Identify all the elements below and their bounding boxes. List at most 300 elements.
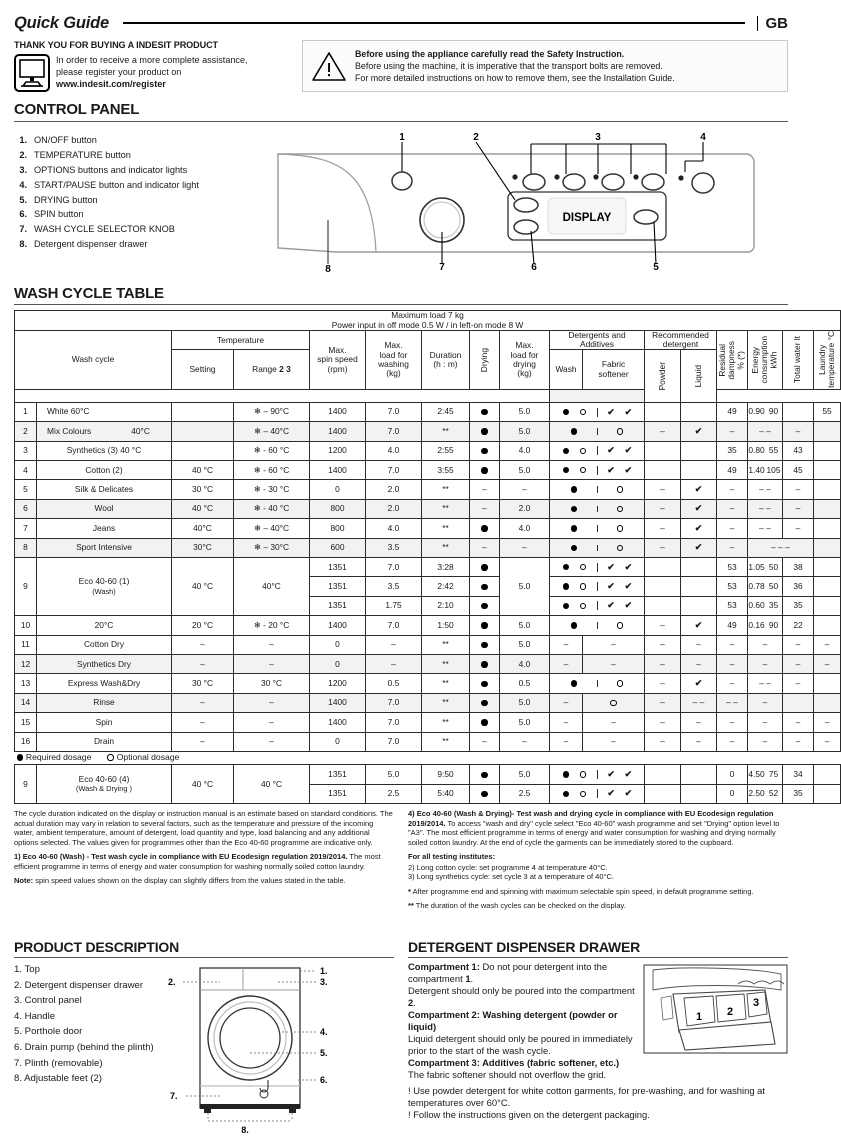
svg-text:5.: 5. xyxy=(319,1048,328,1059)
row-load-wash: 3.5 xyxy=(366,538,422,557)
row-laundry-temp xyxy=(814,480,841,499)
row-water: – xyxy=(783,713,814,732)
item-label: OPTIONS buttons and indicator lights xyxy=(34,164,188,175)
item-number: 8. xyxy=(19,239,27,250)
row-setting: 40 °C xyxy=(172,558,234,616)
register-url[interactable]: www.indesit.com/register xyxy=(56,79,166,90)
row-duration: ** xyxy=(422,480,470,499)
safety-bold-line: Before using the appliance carefully read the Safety Instruction. xyxy=(355,49,625,60)
row-setting xyxy=(172,441,234,460)
svg-text:7: 7 xyxy=(439,261,445,273)
table-row xyxy=(15,693,841,712)
product-description-heading: PRODUCT DESCRIPTION xyxy=(14,938,179,955)
row-range: – xyxy=(234,693,310,712)
row-fabric-softener xyxy=(583,693,645,712)
row-load-dry: 5.0 xyxy=(500,635,550,654)
row-laundry-temp: 55 xyxy=(814,402,841,421)
item-number: 4. xyxy=(19,179,27,190)
control-panel-item-6 xyxy=(14,207,276,222)
control-panel-item-3 xyxy=(14,163,276,178)
row-number: 13 xyxy=(15,674,37,693)
row-residual: – xyxy=(717,499,748,518)
row-liquid: – xyxy=(681,654,717,673)
row-range: 40°C xyxy=(234,558,310,616)
row-load-wash: 7.0 xyxy=(366,713,422,732)
row-energy: – xyxy=(748,654,783,673)
footnote-note: Note: spin speed values shown on the display can slightly differs from the values stated in the table. xyxy=(14,876,346,886)
item-label: WASH CYCLE SELECTOR KNOB xyxy=(34,224,175,235)
row-range: ❄ – 30°C xyxy=(234,538,310,557)
row-powder: – xyxy=(645,538,681,557)
row-spin: 0 xyxy=(310,654,366,673)
row-laundry-temp xyxy=(814,519,841,538)
row-laundry-temp xyxy=(814,461,841,480)
item-number: 1. xyxy=(19,134,27,145)
wash-cycle-table-wrap xyxy=(14,310,837,804)
row-duration: ** xyxy=(422,693,470,712)
row-spin: 800 xyxy=(310,499,366,518)
row-setting: 30 °C xyxy=(172,480,234,499)
row-energy: – – – xyxy=(748,538,814,557)
row-cycle: Cotton Dry xyxy=(37,635,172,654)
row-detergents: ✔ ✔ xyxy=(550,596,645,615)
row-duration: 2:45 xyxy=(422,402,470,421)
row-detergents xyxy=(550,538,645,557)
product-item-1: 1. Top xyxy=(14,964,40,976)
row-range: ❄ - 60 °C xyxy=(234,461,310,480)
row-number: 3 xyxy=(15,441,37,460)
row-load-dry: 4.0 xyxy=(500,654,550,673)
row-load-dry: – xyxy=(500,480,550,499)
th-recommended-detergent: Recommended detergent xyxy=(645,330,717,349)
row-load-dry: 5.0 xyxy=(500,461,550,480)
row-setting: 30 °C xyxy=(172,674,234,693)
row-load-dry: 5.0 xyxy=(500,422,550,441)
table-row xyxy=(15,422,841,441)
control-panel-list xyxy=(14,128,276,276)
th-drying: Drying xyxy=(470,330,500,389)
row-number: 12 xyxy=(15,654,37,673)
row-residual: – xyxy=(717,654,748,673)
svg-text:1: 1 xyxy=(696,1011,703,1024)
control-panel-item-7 xyxy=(14,222,276,237)
row-laundry-temp xyxy=(814,422,841,441)
row-drying: – xyxy=(470,732,500,751)
row-cycle: Spin xyxy=(37,713,172,732)
footnote-asterisk: * After programme end and spinning with maximum selectable spin speed, in default programme setting. xyxy=(408,886,754,896)
row-detergents: ✔ ✔ xyxy=(550,784,645,803)
row-water: 34 xyxy=(783,765,814,784)
item-number: 2. xyxy=(19,149,27,160)
product-item-2: 2. Detergent dispenser drawer xyxy=(14,979,144,991)
row-water: 22 xyxy=(783,616,814,635)
row-energy: 0.16 90 xyxy=(748,616,783,635)
row-number: 15 xyxy=(15,713,37,732)
row-fabric-softener: – xyxy=(583,713,645,732)
row-drying xyxy=(470,654,500,673)
row-drying xyxy=(470,519,500,538)
row-spin: 1200 xyxy=(310,674,366,693)
th-wash: Wash xyxy=(550,350,583,390)
item-label: SPIN button xyxy=(34,209,84,220)
control-panel-item-1 xyxy=(14,133,276,148)
row-residual: 49 xyxy=(717,616,748,635)
item-number: 3. xyxy=(19,164,27,175)
product-item-6: 6. Drain pump (behind the plinth) xyxy=(14,1041,154,1053)
row-cycle: Jeans xyxy=(37,519,172,538)
control-panel-heading: CONTROL PANEL xyxy=(14,101,140,119)
product-description-list xyxy=(14,962,154,1141)
row-laundry-temp xyxy=(814,784,841,803)
row-powder xyxy=(645,577,681,596)
row-powder: – xyxy=(645,732,681,751)
table-row xyxy=(15,732,841,751)
washing-machine-diagram xyxy=(154,958,394,1141)
row-water: 36 xyxy=(783,577,814,596)
th-range: Range 2 3 xyxy=(234,350,310,390)
th-total-water: Total water lt xyxy=(783,330,814,389)
footnote-long-cotton: 2) Long cotton cycle: set programme 4 at temperature 40°C. xyxy=(408,862,608,872)
row-residual: 0 xyxy=(717,765,748,784)
product-item-3: 3. Control panel xyxy=(14,995,82,1007)
product-description-block xyxy=(14,930,394,1141)
footnotes-right xyxy=(408,809,788,916)
svg-text:1: 1 xyxy=(399,131,405,143)
row-residual: – xyxy=(717,519,748,538)
table-row-eco-dry-1 xyxy=(15,765,841,784)
row-energy: 1.05 50 xyxy=(748,558,783,577)
table-row xyxy=(15,519,841,538)
row-energy: 0.90 90 xyxy=(748,402,783,421)
row-duration: 5:40 xyxy=(422,784,470,803)
row-liquid xyxy=(681,577,717,596)
row-spin: 1351 xyxy=(310,765,366,784)
svg-text:2: 2 xyxy=(473,131,479,143)
row-powder xyxy=(645,784,681,803)
row-detergents xyxy=(550,674,645,693)
thank-you-line-1: In order to receive a more complete assistance, xyxy=(56,55,248,66)
page-title: Quick Guide xyxy=(14,14,109,32)
row-drying xyxy=(470,693,500,712)
row-liquid xyxy=(681,441,717,460)
snowflake-icon: ❄ xyxy=(253,425,261,436)
row-water: – xyxy=(783,422,814,441)
wash-table-heading: WASH CYCLE TABLE xyxy=(14,284,164,302)
svg-text:2: 2 xyxy=(727,1006,734,1019)
row-load-wash: 2.0 xyxy=(366,499,422,518)
row-detergents xyxy=(550,422,645,441)
row-range: ❄ - 60 °C xyxy=(234,441,310,460)
footnote-testing-institutes-title: For all testing institutes: xyxy=(408,852,496,862)
row-load-dry: 4.0 xyxy=(500,519,550,538)
row-setting xyxy=(172,422,234,441)
row-duration: 2:55 xyxy=(422,441,470,460)
row-load-wash: 5.0 xyxy=(366,765,422,784)
row-range: ❄ – 40°C xyxy=(234,422,310,441)
row-powder xyxy=(645,558,681,577)
row-powder xyxy=(645,402,681,421)
svg-text:4.: 4. xyxy=(319,1027,328,1038)
row-residual: 0 xyxy=(717,784,748,803)
th-powder: Powder xyxy=(645,350,681,403)
bottom-section xyxy=(14,930,788,1141)
row-wash: – xyxy=(550,713,583,732)
row-range: 40 °C xyxy=(234,765,310,804)
row-load-dry: – xyxy=(500,538,550,557)
svg-text:3: 3 xyxy=(595,131,601,143)
snowflake-icon: ❄ xyxy=(253,522,261,533)
row-drying xyxy=(470,461,500,480)
row-load-dry: 5.0 xyxy=(500,402,550,421)
page-header xyxy=(14,12,788,33)
row-spin: 800 xyxy=(310,519,366,538)
row-cycle: Eco 40-60 (1) (Wash) xyxy=(37,558,172,616)
row-cycle: Rinse xyxy=(37,693,172,712)
row-setting: – xyxy=(172,693,234,712)
row-residual: – xyxy=(717,538,748,557)
row-drying xyxy=(470,616,500,635)
row-energy: – xyxy=(748,635,783,654)
row-number: 14 xyxy=(15,693,37,712)
control-panel-item-2 xyxy=(14,148,276,163)
row-cycle: Sport Intensive xyxy=(37,538,172,557)
th-wash-cycle: Wash cycle xyxy=(15,330,172,389)
row-range: – xyxy=(234,635,310,654)
row-range: ❄ - 20 °C xyxy=(234,616,310,635)
row-cycle: White 60°C xyxy=(37,402,172,421)
svg-text:2.: 2. xyxy=(167,977,176,988)
row-spin: 1400 xyxy=(310,402,366,421)
row-range: ❄ - 40 °C xyxy=(234,499,310,518)
row-number: 8 xyxy=(15,538,37,557)
row-number: 16 xyxy=(15,732,37,751)
row-energy: 0.80 55 xyxy=(748,441,783,460)
row-drying xyxy=(470,674,500,693)
table-row xyxy=(15,499,841,518)
item-number: 6. xyxy=(19,209,27,220)
snowflake-icon: ❄ xyxy=(253,406,261,417)
table-row xyxy=(15,635,841,654)
row-fabric-softener: – xyxy=(583,635,645,654)
row-water: 35 xyxy=(783,784,814,803)
table-row xyxy=(15,616,841,635)
row-load-wash: 0.5 xyxy=(366,674,422,693)
row-powder xyxy=(645,441,681,460)
row-powder: – xyxy=(645,519,681,538)
row-energy: – – xyxy=(748,499,783,518)
row-spin: 1400 xyxy=(310,616,366,635)
item-label: DRYING button xyxy=(34,194,98,205)
row-cycle: Express Wash&Dry xyxy=(37,674,172,693)
th-laundry-temperature: Laundry temperature °C xyxy=(814,330,841,389)
row-drying xyxy=(470,441,500,460)
row-setting xyxy=(172,402,234,421)
snowflake-icon: ❄ xyxy=(253,464,261,475)
footnote-long-synthetics: 3) Long synthetics cycle: set cycle 3 at a temperature of 40°C. xyxy=(408,872,615,882)
row-setting: 40 °C xyxy=(172,499,234,518)
row-setting: 20 °C xyxy=(172,616,234,635)
item-label: Detergent dispenser drawer xyxy=(34,239,148,250)
row-cycle: Synthetics Dry xyxy=(37,654,172,673)
row-laundry-temp xyxy=(814,441,841,460)
row-load-dry: 5.0 xyxy=(500,713,550,732)
row-spin: 0 xyxy=(310,635,366,654)
row-powder: – xyxy=(645,499,681,518)
row-duration: ** xyxy=(422,654,470,673)
row-liquid xyxy=(681,596,717,615)
row-liquid: ✔ xyxy=(681,499,717,518)
row-number: 6 xyxy=(15,499,37,518)
max-load-line: Maximum load 7 kg xyxy=(391,310,464,321)
row-detergents: ✔ ✔ xyxy=(550,461,645,480)
thank-you-line-2: please register your product on xyxy=(56,67,182,78)
row-number: 5 xyxy=(15,480,37,499)
th-max-load-drying: Max. load for drying (kg) xyxy=(500,330,550,389)
row-load-wash: 7.0 xyxy=(366,422,422,441)
row-load-wash: 2.0 xyxy=(366,480,422,499)
snowflake-icon: ❄ xyxy=(253,542,261,553)
wash-cycle-table xyxy=(14,310,841,752)
row-load-dry: 5.0 xyxy=(500,616,550,635)
row-water: – xyxy=(783,654,814,673)
safety-line-2: Before using the machine, it is imperative that the transport bolts are removed. xyxy=(355,61,663,72)
row-range: ❄ – 40°C xyxy=(234,519,310,538)
table-row-eco-wash-1 xyxy=(15,558,841,577)
row-spin: 600 xyxy=(310,538,366,557)
row-energy: – – xyxy=(748,480,783,499)
th-max-load-washing: Max. load for washing (kg) xyxy=(366,330,422,389)
row-load-wash: 1.75 xyxy=(366,596,422,615)
row-residual: – xyxy=(717,674,748,693)
row-cycle: Drain xyxy=(37,732,172,751)
th-temperature: Temperature xyxy=(172,330,310,349)
row-number: 9 xyxy=(15,765,37,804)
table-row xyxy=(15,654,841,673)
row-setting: 40 °C xyxy=(172,461,234,480)
warning-triangle-icon xyxy=(312,51,346,82)
compartment-2-title: Compartment 2: Washing detergent (powder or liquid) xyxy=(408,1009,618,1032)
row-load-dry: 2.0 xyxy=(500,499,550,518)
row-duration: 2:42 xyxy=(422,577,470,596)
row-duration: ** xyxy=(422,422,470,441)
row-drying xyxy=(470,713,500,732)
intro-band xyxy=(14,40,788,92)
optional-dosage-legend: Optional dosage xyxy=(107,753,179,762)
row-number: 10 xyxy=(15,616,37,635)
svg-text:3.: 3. xyxy=(319,977,328,988)
row-fabric-softener: – xyxy=(583,732,645,751)
item-number: 5. xyxy=(19,194,27,205)
row-water: – xyxy=(783,519,814,538)
row-drying xyxy=(470,765,500,784)
compartment-1-text: Compartment 1: Do not pour detergent into the compartment 1. xyxy=(408,961,608,985)
row-wash: – xyxy=(550,693,583,712)
compartment-3-title: Compartment 3: Additives (fabric softener, etc.) xyxy=(408,1056,620,1068)
row-load-dry: – xyxy=(500,732,550,751)
row-duration: 2:10 xyxy=(422,596,470,615)
row-energy: – xyxy=(748,693,783,712)
th-duration: Duration (h : m) xyxy=(422,330,470,389)
row-load-dry: 5.0 xyxy=(500,558,550,616)
snowflake-icon: ❄ xyxy=(253,503,261,514)
row-drying xyxy=(470,784,500,803)
product-item-7: 7. Plinth (removable) xyxy=(14,1057,103,1069)
row-number: 11 xyxy=(15,635,37,654)
row-wash: – xyxy=(550,732,583,751)
row-detergents: ✔ ✔ xyxy=(550,577,645,596)
product-item-5: 5. Porthole door xyxy=(14,1026,83,1038)
table-row xyxy=(15,480,841,499)
th-detergents-additives: Detergents and Additives xyxy=(550,330,645,349)
power-input-line: Power input in off mode 0.5 W / in left-on mode 8 W xyxy=(331,319,524,330)
safety-line-3: For more detailed instructions on how to remove them, see the Installation Guide. xyxy=(355,73,675,84)
row-cycle: Eco 40-60 (4) (Wash & Drying ) xyxy=(37,765,172,804)
item-label: ON/OFF button xyxy=(34,134,97,145)
row-liquid: – – xyxy=(681,693,717,712)
footnote-double-asterisk: ** The duration of the wash cycles can be checked on the display. xyxy=(408,901,626,911)
row-water: – xyxy=(783,732,814,751)
table-row xyxy=(15,538,841,557)
row-duration: ** xyxy=(422,713,470,732)
row-spin: 1351 xyxy=(310,558,366,577)
th-energy-consumption: Energy consumption kWh xyxy=(748,330,783,389)
snowflake-icon: ❄ xyxy=(253,484,261,495)
row-range: – xyxy=(234,654,310,673)
row-residual: – xyxy=(717,635,748,654)
th-setting: Setting xyxy=(172,350,234,390)
row-liquid: ✔ xyxy=(681,422,717,441)
row-laundry-temp: – xyxy=(814,635,841,654)
row-drying xyxy=(470,558,500,577)
row-number: 9 xyxy=(15,558,37,616)
control-panel-item-8 xyxy=(14,237,276,252)
row-load-wash: 7.0 xyxy=(366,616,422,635)
footnotes xyxy=(14,809,788,916)
row-load-dry: 4.0 xyxy=(500,441,550,460)
th-residual-dampness: Residual dampness % (*) xyxy=(717,330,748,389)
snowflake-icon: ❄ xyxy=(253,445,261,456)
row-load-wash: 4.0 xyxy=(366,441,422,460)
row-liquid: – xyxy=(681,713,717,732)
row-load-dry: 2.5 xyxy=(500,784,550,803)
row-energy: 1.40 105 xyxy=(748,461,783,480)
row-laundry-temp xyxy=(814,577,841,596)
row-duration: ** xyxy=(422,538,470,557)
row-spin: 1200 xyxy=(310,441,366,460)
control-panel-section xyxy=(14,128,788,276)
row-laundry-temp xyxy=(814,538,841,557)
row-spin: 1400 xyxy=(310,461,366,480)
row-liquid: ✔ xyxy=(681,674,717,693)
row-powder: – xyxy=(645,693,681,712)
row-energy: 0.78 50 xyxy=(748,577,783,596)
row-residual: – – xyxy=(717,693,748,712)
row-energy: – – xyxy=(748,519,783,538)
row-load-wash: 7.0 xyxy=(366,558,422,577)
row-detergents xyxy=(550,519,645,538)
row-laundry-temp xyxy=(814,693,841,712)
row-drying xyxy=(470,635,500,654)
row-laundry-temp xyxy=(814,765,841,784)
row-energy: 4.50 75 xyxy=(748,765,783,784)
row-setting: – xyxy=(172,654,234,673)
row-drying: – xyxy=(470,480,500,499)
row-range: ❄ - 30 °C xyxy=(234,480,310,499)
row-laundry-temp: – xyxy=(814,713,841,732)
product-item-8: 8. Adjustable feet (2) xyxy=(14,1073,102,1085)
row-duration: ** xyxy=(422,499,470,518)
row-residual: 35 xyxy=(717,441,748,460)
